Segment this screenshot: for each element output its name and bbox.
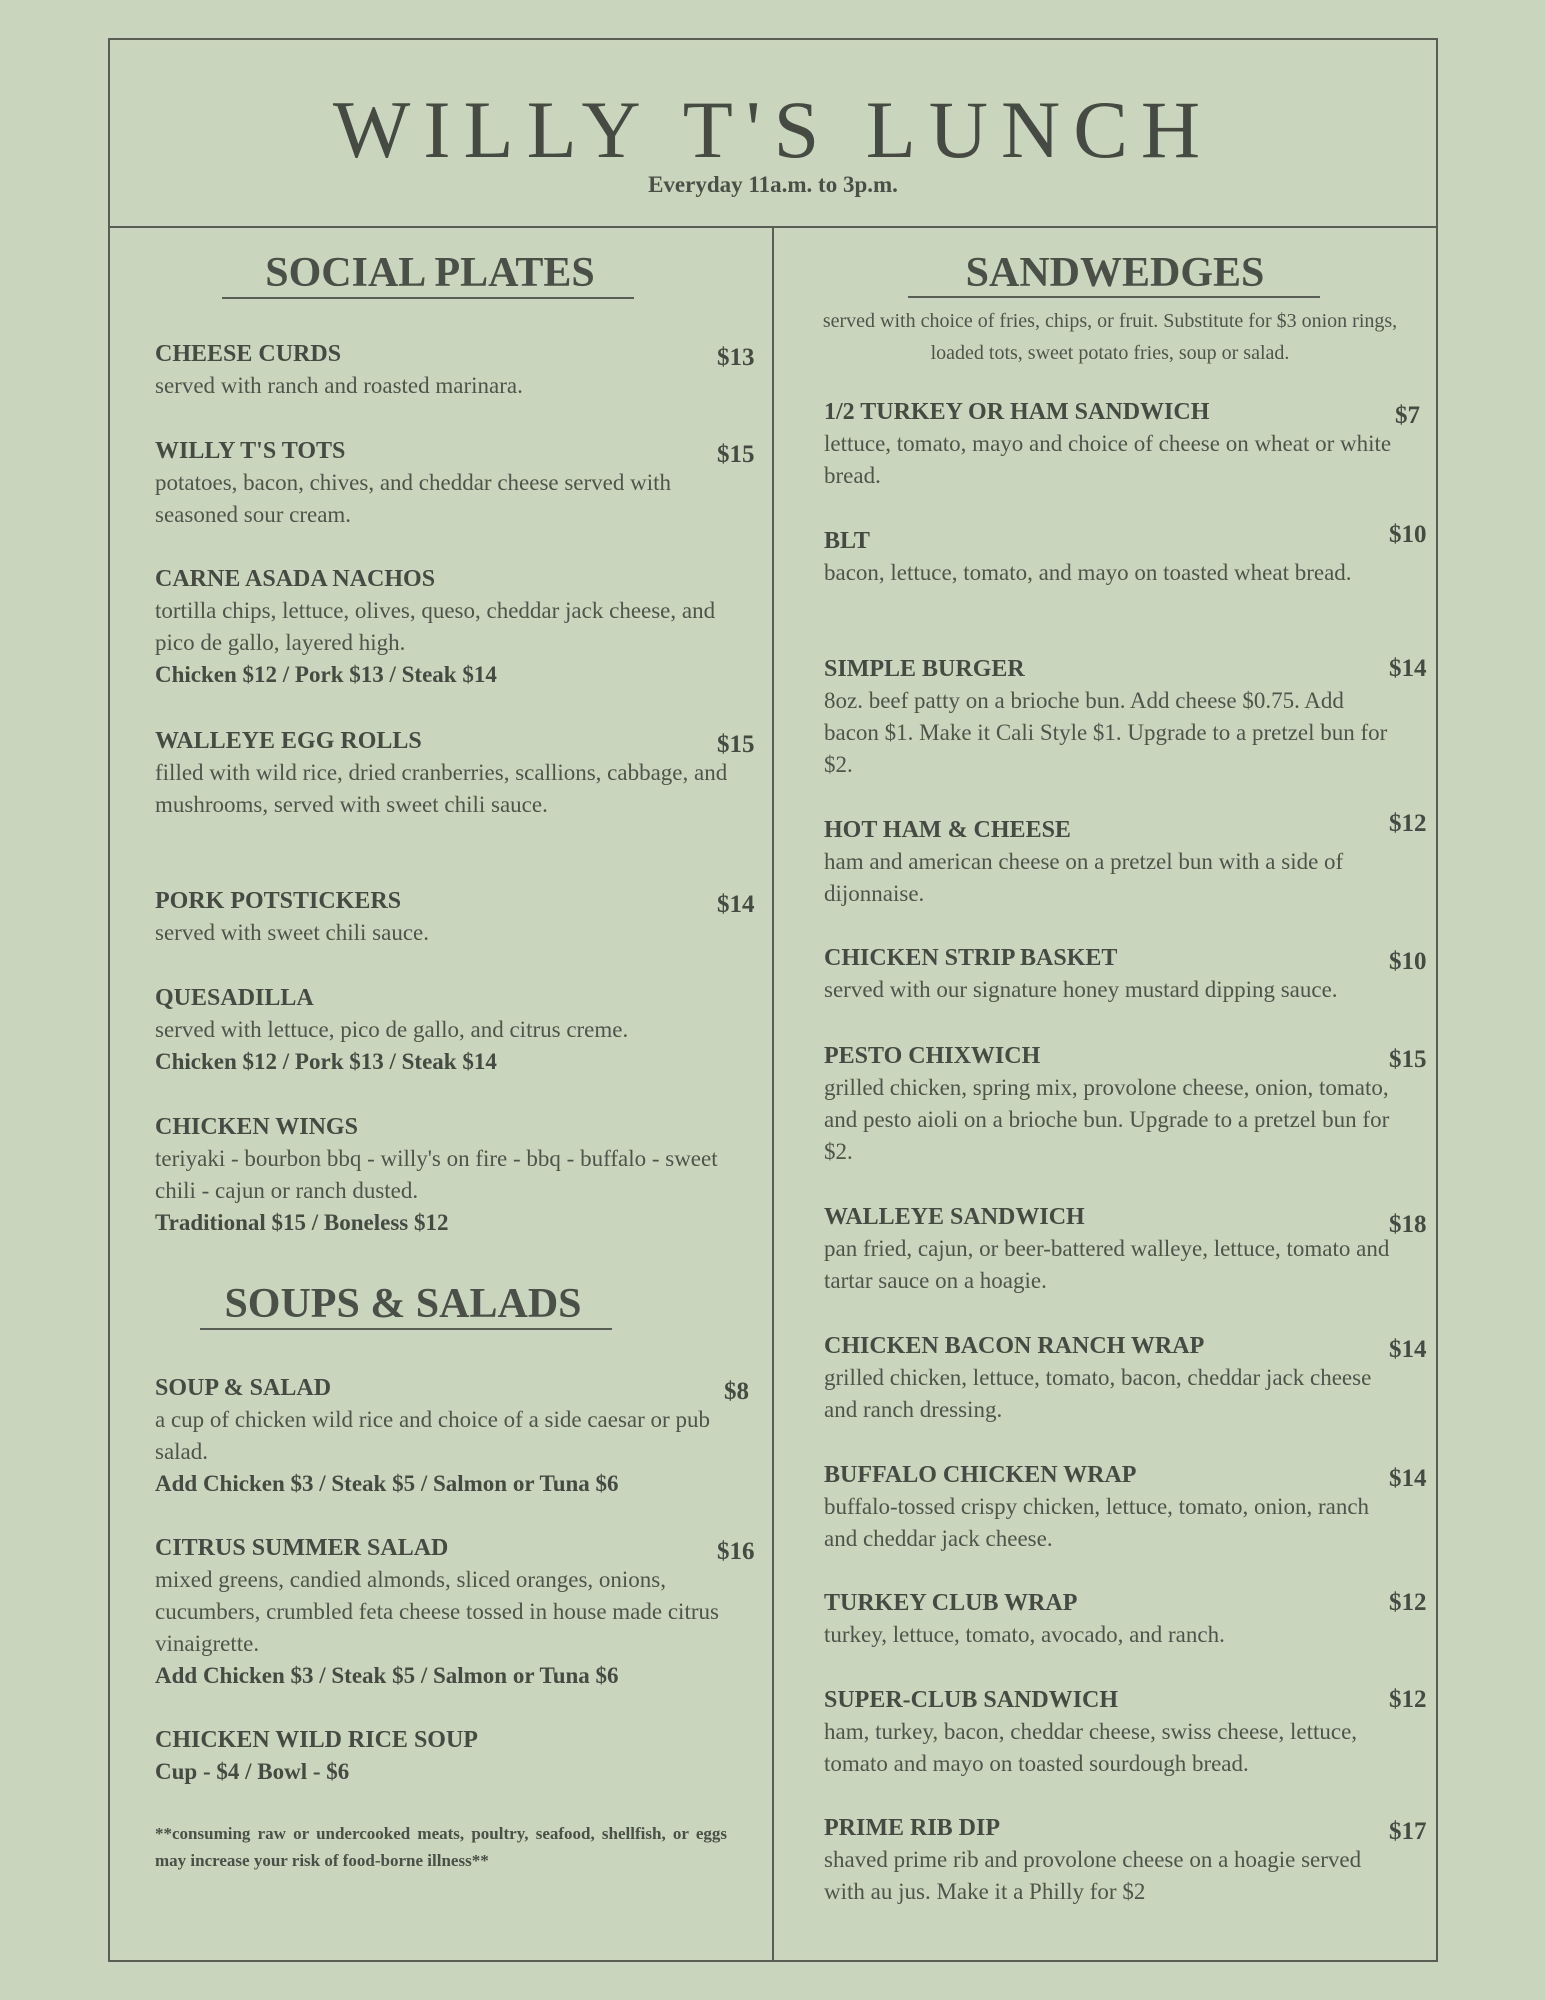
item-name: PORK POTSTICKERS xyxy=(155,888,402,914)
menu-item xyxy=(824,1330,1427,1426)
item-name: 1/2 TURKEY OR HAM SANDWICH xyxy=(824,399,1210,425)
sandwedges-underline xyxy=(908,296,1320,298)
item-name: BUFFALO CHICKEN WRAP xyxy=(824,1462,1137,1488)
menu-item xyxy=(824,1587,1427,1651)
item-name: SOUP & SALAD xyxy=(155,1375,332,1401)
item-name: PRIME RIB DIP xyxy=(824,1815,1001,1841)
item-description: grilled chicken, spring mix, provolone cheese, onion, tomato, and pesto aioli on a brioche bun. Upgrade to a pretzel bun for $2. xyxy=(824,1075,1390,1164)
item-description: shaved prime rib and provolone cheese on a hoagie served with au jus. Make it a Philly for $2 xyxy=(824,1847,1362,1904)
item-options: Add Chicken $3 / Steak $5 / Salmon or Tuna $6 xyxy=(155,1663,619,1688)
item-options: Chicken $12 / Pork $13 / Steak $14 xyxy=(155,662,497,687)
item-description: ham and american cheese on a pretzel bun with a side of dijonnaise. xyxy=(824,849,1344,906)
menu-item xyxy=(155,435,755,531)
menu-title: WILLY T'S LUNCH xyxy=(332,84,1214,175)
item-description: bacon, lettuce, tomato, and mayo on toasted wheat bread. xyxy=(824,560,1352,585)
item-price: $10 xyxy=(1389,948,1427,975)
menu-item xyxy=(155,725,755,821)
item-description: buffalo-tossed crispy chicken, lettuce, tomato, onion, ranch and cheddar jack cheese. xyxy=(824,1494,1370,1551)
menu-item xyxy=(155,885,755,949)
item-description: served with sweet chili sauce. xyxy=(155,920,429,945)
item-name: CHICKEN STRIP BASKET xyxy=(824,945,1118,971)
item-name: WALLEYE SANDWICH xyxy=(824,1204,1085,1230)
item-name: TURKEY CLUB WRAP xyxy=(824,1590,1078,1616)
item-price: $15 xyxy=(717,441,755,468)
social-plates-underline xyxy=(222,297,634,299)
item-price: $14 xyxy=(1389,1336,1427,1363)
item-price: $17 xyxy=(1389,1818,1427,1845)
item-options: Traditional $15 / Boneless $12 xyxy=(155,1210,449,1235)
item-description: served with our signature honey mustard dipping sauce. xyxy=(824,977,1338,1002)
item-price: $8 xyxy=(724,1378,749,1405)
item-options: Add Chicken $3 / Steak $5 / Salmon or Tuna $6 xyxy=(155,1471,619,1496)
item-name: SUPER-CLUB SANDWICH xyxy=(824,1687,1119,1713)
item-price: $16 xyxy=(717,1538,755,1565)
item-price: $12 xyxy=(1389,1589,1427,1616)
item-description: tortilla chips, lettuce, olives, queso, cheddar jack cheese, and pico de gallo, layered high. xyxy=(155,598,716,655)
item-name: SIMPLE BURGER xyxy=(824,656,1025,682)
sandwedges-subtitle: served with choice of fries, chips, or fruit. Substitute for $3 onion rings, loaded tots, sweet potato fries, soup or salad. xyxy=(822,310,1398,364)
menu-item xyxy=(824,1684,1427,1780)
item-name: WILLY T'S TOTS xyxy=(155,438,346,464)
item-name: CHICKEN WILD RICE SOUP xyxy=(155,1727,478,1753)
item-name: HOT HAM & CHEESE xyxy=(824,817,1071,843)
menu-item xyxy=(824,810,1427,910)
sandwedges-heading: SANDWEDGES xyxy=(965,250,1265,296)
menu-item xyxy=(155,1111,735,1239)
item-description: a cup of chicken wild rice and choice of a side caesar or pub salad. xyxy=(155,1407,710,1464)
item-description: grilled chicken, lettuce, tomato, bacon, cheddar jack cheese and ranch dressing. xyxy=(824,1365,1372,1422)
item-name: PESTO CHIXWICH xyxy=(824,1043,1041,1069)
menu-item xyxy=(824,1201,1427,1297)
menu-item xyxy=(824,653,1427,781)
menu-item xyxy=(155,338,755,402)
item-price: $14 xyxy=(717,891,755,918)
item-description: lettuce, tomato, mayo and choice of cheese on wheat or white bread. xyxy=(824,431,1392,488)
item-price: $12 xyxy=(1389,1686,1427,1713)
menu-item xyxy=(824,1040,1427,1168)
item-name: CHEESE CURDS xyxy=(155,341,342,367)
menu-item xyxy=(824,1459,1427,1555)
item-description: 8oz. beef patty on a brioche bun. Add cheese $0.75. Add bacon $1. Make it Cali Style $1. Upgrade to a pretzel bun for $2. xyxy=(824,688,1388,777)
item-description: turkey, lettuce, tomato, avocado, and ranch. xyxy=(824,1622,1225,1647)
item-description: pan fried, cajun, or beer-battered walleye, lettuce, tomato and tartar sauce on a hoagie. xyxy=(824,1236,1390,1293)
item-price: $18 xyxy=(1389,1211,1427,1238)
item-name: BLT xyxy=(824,528,870,554)
item-description: mixed greens, candied almonds, sliced oranges, onions, cucumbers, crumbled feta cheese tossed in house made citrus vinaigrette. xyxy=(155,1567,719,1656)
social-plates-heading: SOCIAL PLATES xyxy=(265,250,595,296)
menu-item xyxy=(155,563,735,691)
menu-item xyxy=(155,1724,735,1788)
item-name: CHICKEN BACON RANCH WRAP xyxy=(824,1333,1205,1359)
menu-item xyxy=(824,1812,1427,1908)
menu-item xyxy=(155,1532,755,1692)
item-price: $15 xyxy=(1389,1046,1427,1073)
food-safety-warning: **consuming raw or undercooked meats, poultry, seafood, shellfish, or eggs may increase your risk of food-borne illness** xyxy=(155,1824,727,1870)
item-options: Chicken $12 / Pork $13 / Steak $14 xyxy=(155,1049,497,1074)
menu-item xyxy=(824,521,1427,589)
item-description: teriyaki - bourbon bbq - willy's on fire - bbq - buffalo - sweet chili - cajun or ranch dusted. xyxy=(155,1146,718,1203)
soups-salads-heading: SOUPS & SALADS xyxy=(224,1281,582,1327)
item-price: $15 xyxy=(717,731,755,758)
item-description: filled with wild rice, dried cranberries, scallions, cabbage, and mushrooms, served with sweet chili sauce. xyxy=(155,760,728,817)
menu-item xyxy=(824,396,1420,492)
item-description: served with lettuce, pico de gallo, and citrus creme. xyxy=(155,1017,629,1042)
column-divider xyxy=(772,226,774,1960)
item-name: CARNE ASADA NACHOS xyxy=(155,566,436,592)
menu-item xyxy=(824,942,1427,1006)
item-price: $10 xyxy=(1389,521,1427,548)
hours-text: Everyday 11a.m. to 3p.m. xyxy=(648,172,898,197)
menu-item xyxy=(155,982,735,1078)
item-name: CITRUS SUMMER SALAD xyxy=(155,1535,449,1561)
item-price: $13 xyxy=(717,344,755,371)
item-name: QUESADILLA xyxy=(155,985,314,1011)
item-name: CHICKEN WINGS xyxy=(155,1114,358,1140)
menu-item xyxy=(155,1372,749,1500)
item-price: $12 xyxy=(1389,810,1427,837)
item-description: served with ranch and roasted marinara. xyxy=(155,373,523,398)
item-price: $7 xyxy=(1395,402,1420,429)
item-name: WALLEYE EGG ROLLS xyxy=(155,728,422,754)
item-price: $14 xyxy=(1389,1465,1427,1492)
item-price: $14 xyxy=(1389,655,1427,682)
item-description: ham, turkey, bacon, cheddar cheese, swiss cheese, lettuce, tomato and mayo on toasted sourdough bread. xyxy=(824,1719,1358,1776)
item-description: potatoes, bacon, chives, and cheddar cheese served with seasoned sour cream. xyxy=(155,470,672,527)
soups-salads-underline xyxy=(200,1328,612,1330)
item-options: Cup - $4 / Bowl - $6 xyxy=(155,1759,350,1784)
